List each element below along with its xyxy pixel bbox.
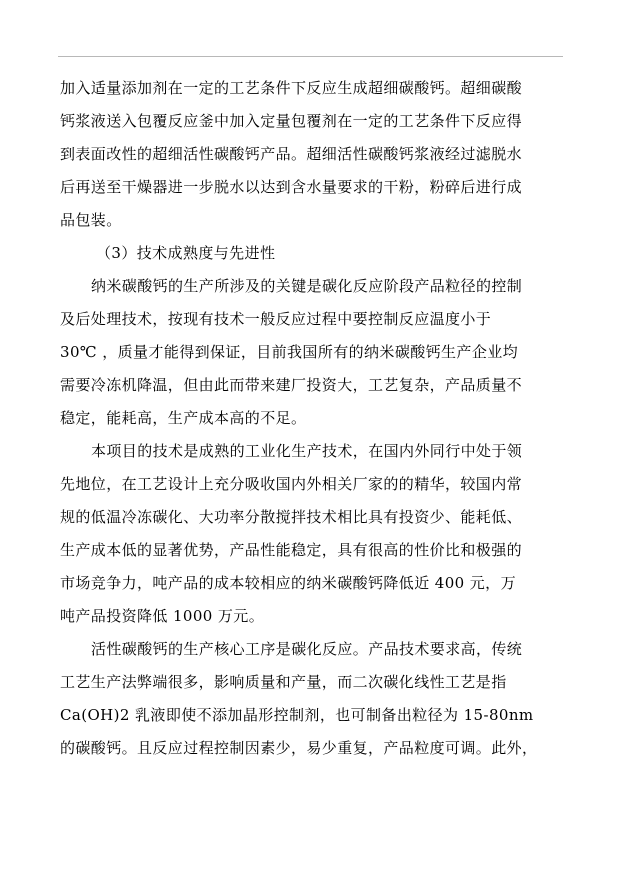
paragraph-3-line-6: 吨产品投资降低 1000 万元。 xyxy=(60,607,265,625)
paragraph-1-line-1: 加入适量添加剂在一定的工艺条件下反应生成超细碳酸钙。超细碳酸 xyxy=(60,79,523,97)
paragraph-1-line-4: 后再送至干燥器进一步脱水以达到含水量要求的干粉，粉碎后进行成 xyxy=(60,178,523,196)
paragraph-3-line-4: 生产成本低的显著优势，产品性能稳定，具有很高的性价比和极强的 xyxy=(60,541,523,559)
paragraph-4-line-4: 的碳酸钙。且反应过程控制因素少，易少重复，产品粒度可调。此外， xyxy=(60,739,538,757)
paragraph-2-line-1: 纳米碳酸钙的生产所涉及的关键是碳化反应阶段产品粒径的控制 xyxy=(91,277,523,295)
section-heading: （3）技术成熟度与先进性 xyxy=(96,244,276,262)
page-header-rule xyxy=(58,56,563,57)
paragraph-1-line-3: 到表面改性的超细活性碳酸钙产品。超细活性碳酸钙浆液经过滤脱水 xyxy=(60,145,523,163)
paragraph-4-line-1: 活性碳酸钙的生产核心工序是碳化反应。产品技术要求高，传统 xyxy=(91,640,523,658)
paragraph-1-line-5: 品包装。 xyxy=(60,211,122,229)
paragraph-3-line-2: 先地位，在工艺设计上充分吸收国内外相关厂家的的精华，较国内常 xyxy=(60,475,523,493)
paragraph-3-line-3: 规的低温冷冻碳化、大功率分散搅拌技术相比具有投资少、能耗低、 xyxy=(60,508,523,526)
paragraph-2-line-2: 及后处理技术，按现有技术一般反应过程中要控制反应温度小于 xyxy=(60,310,492,328)
paragraph-1-line-2: 钙浆液送入包覆反应釜中加入定量包覆剂在一定的工艺条件下反应得 xyxy=(60,112,523,130)
paragraph-2-line-3: 30℃ ，质量才能得到保证，目前我国所有的纳米碳酸钙生产企业均 xyxy=(60,343,519,361)
paragraph-2-line-5: 稳定，能耗高，生产成本高的不足。 xyxy=(60,409,307,427)
paragraph-3-line-5: 市场竞争力，吨产品的成本较相应的纳米碳酸钙降低近 400 元，万 xyxy=(60,574,516,592)
paragraph-4-line-2: 工艺生产法弊端很多，影响质量和产量，而二次碳化线性工艺是指 xyxy=(60,673,507,691)
paragraph-2-line-4: 需要冷冻机降温，但由此而带来建厂投资大，工艺复杂，产品质量不 xyxy=(60,376,523,394)
paragraph-3-line-1: 本项目的技术是成熟的工业化生产技术，在国内外同行中处于领 xyxy=(91,442,523,460)
paragraph-4-line-3: Ca(OH)2 乳液即使不添加晶形控制剂，也可制备出粒径为 15-80nm xyxy=(60,706,534,724)
